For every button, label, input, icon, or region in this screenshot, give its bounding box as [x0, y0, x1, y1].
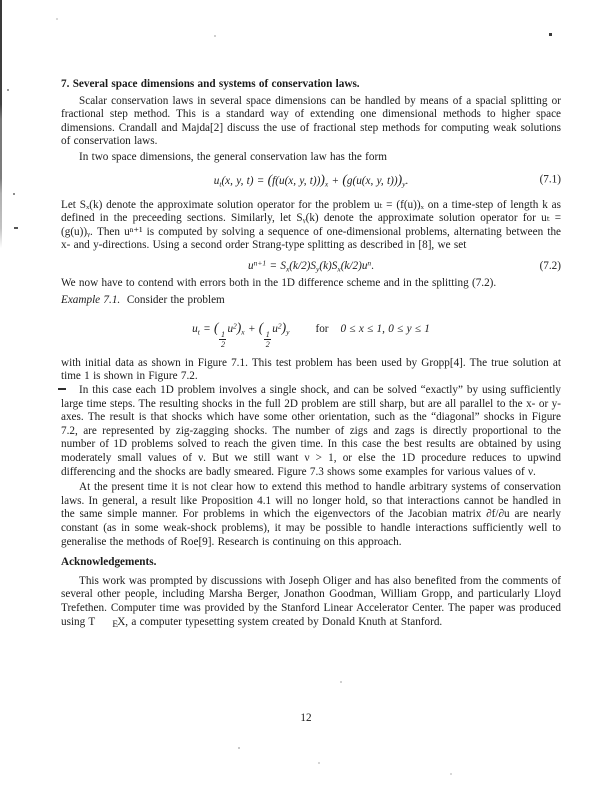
example-heading	[61, 294, 561, 308]
scan-artifact-speck	[14, 227, 18, 229]
scan-artifact-speck	[7, 89, 9, 91]
example-label: Example 7.1.	[61, 293, 121, 306]
example-text: Consider the problem	[126, 293, 225, 306]
fraction-one-half: $\frac{1}{2}$	[265, 329, 270, 349]
equation-7-2	[61, 258, 561, 274]
ack-text-before: This work was prompted by discussions with Joseph Oliger and has also benefited from the comments of several other people, including Marsha Berger, Jonathon Goodman, William Gropp, and particularly Lloyd Trefethen. Computer time was provided by the Stanford Linear Accelerator Center. The paper was produced using	[61, 574, 561, 628]
equation-7-1	[61, 171, 561, 190]
equation-example-body: $u_t$ = ( $\frac{1}{2}$ $u^2)_x$ + ( $\frac{1}{2}$ $u^2)_y$ for 0 ≤ x ≤ 1, 0 ≤ y ≤ 1	[192, 320, 430, 349]
fraction-one-half: $\frac{1}{2}$	[220, 329, 225, 349]
scan-artifact-dot	[549, 33, 552, 36]
acknowledgements-heading: Acknowledgements.	[61, 556, 157, 569]
ack-text-after: , a computer typesetting system created by Donald Knuth at Stanford.	[125, 615, 443, 628]
scan-artifact-speck	[318, 762, 320, 764]
paragraph-errors: We now have to contend with errors both in the 1D difference scheme and in the splitting (7.2).	[61, 276, 497, 289]
paragraph-scalar-conservation: Scalar conservation laws in several space dimensions can be handled by means of a spacial splitting or fractional step method. This is a standard way of extending one dimensional methods to higher space dimensions. Crandall and Majda[2] discuss the use of fractional step methods for computing weak solutions of conservation laws.	[61, 94, 561, 148]
paragraph-initial-data: with initial data as shown in Figure 7.1. This test problem has been used by Gropp[4]. The true solution at time 1 is shown in Figure 7.2.	[61, 356, 561, 383]
equation-7-2-body: $u^{n+1} = S_x(k/2)S_y(k)S_x(k/2)u^n$.	[248, 258, 374, 274]
paragraph-single-shock: In this case each 1D problem involves a single shock, and can be solved “exactly” by using sufficiently large time steps. The resulting shocks in the full 2D problem are still sharp, but are all parallel to the x- or y-axes. The result is that shocks which have some other orientation, such as the “diagonal” shocks in Figure 7.2, are represented by zig-zagging shocks. The number of zigs and zags is directly proportional to the number of 1D problems solved to reach the given time. In this case the best results are obtained by using moderately small values of ν. But we still want ν > 1, or else the 1D procedure reduces to upwind differencing and the shocks are badly smeared. Figure 7.3 shows some examples for various values of ν.	[61, 384, 561, 478]
paragraph-two-space-dimensions: In two space dimensions, the general conservation law has the form	[79, 150, 387, 163]
scan-artifact-speck	[214, 35, 216, 37]
scan-artifact-speck	[238, 747, 240, 749]
scan-artifact-speck	[56, 18, 58, 20]
paragraph-future-work: At the present time it is not clear how to extend this method to handle arbitrary systems of conservation laws. In general, a result like Proposition 4.1 will no longer hold, so that interactions cannot be handled in the same simple manner. For problems in which the eigenvectors of the Jacobian matrix ∂f/∂u are nearly constant (as in some weak-shock problems), it may be possible to handle interactions sufficiently well to generalise the methods of Roe[9]. Research is continuing on this approach.	[61, 481, 561, 548]
equation-example	[61, 316, 561, 349]
scan-artifact-speck	[450, 773, 452, 775]
page-number: 12	[300, 712, 312, 724]
equation-tag-7-2: (7.2)	[539, 259, 561, 272]
section-heading: 7. Several space dimensions and systems of conservation laws.	[61, 78, 360, 90]
tex-logo: T EX	[88, 615, 126, 629]
paragraph-solution-operators: Let Sₓ(k) denote the approximate solution operator for the problem uₜ = (f(u))ₓ on a time-step of length k as defined in the preceeding sections. Similarly, let Sᵧ(k) denote the approximate solution operator for uₜ = (g(u))ᵧ. Then uⁿ⁺¹ is computed by solving a sequence of one-dimensional problems, alternating between the x- and y-directions. Using a second order Strang-type splitting as described in [8], we set	[61, 198, 561, 252]
equation-7-1-body: $u_t(x$, y, t) = (f(u(x, y, $t)))_x + (g(u(x$, y, $t)))_y$.	[213, 171, 409, 188]
paragraph-acknowledgements	[61, 575, 561, 629]
page-content	[61, 78, 561, 629]
scan-artifact-speck	[340, 681, 342, 683]
equation-tag-7-1: (7.1)	[539, 173, 561, 186]
scan-edge-strip	[0, 0, 2, 248]
scan-artifact-speck	[13, 193, 15, 195]
